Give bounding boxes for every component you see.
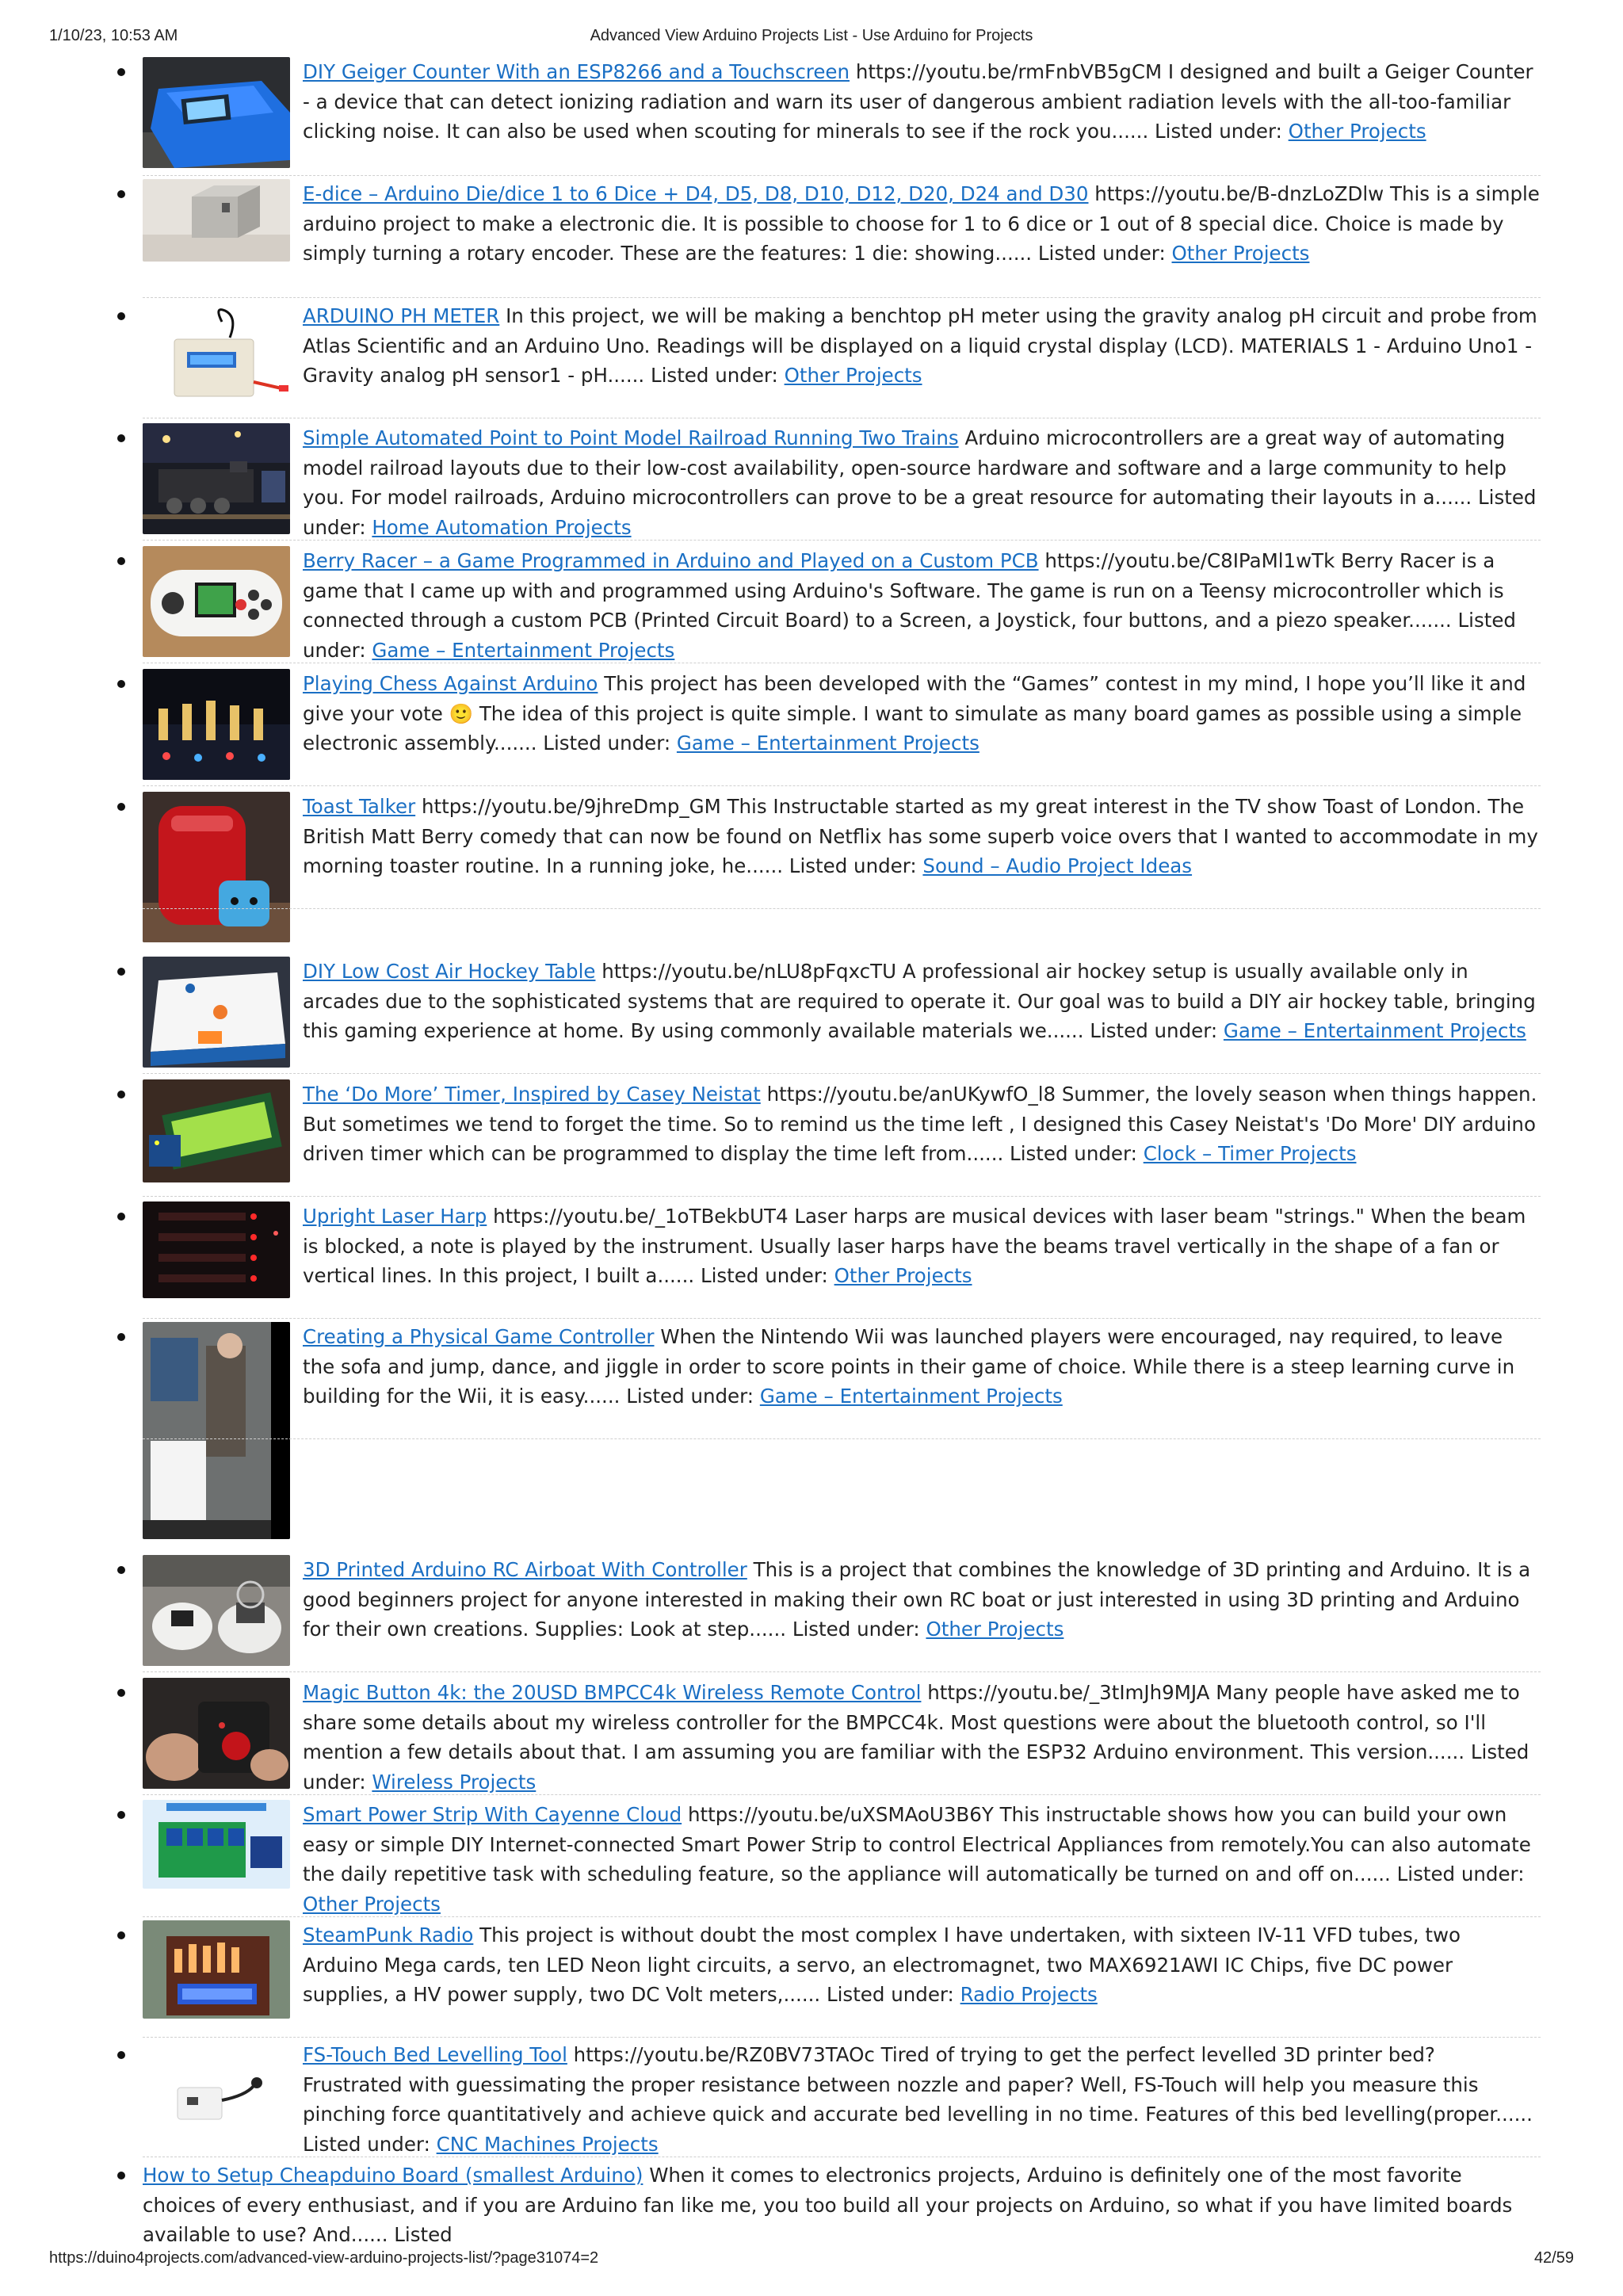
thumbnail-smart-power-strip[interactable] bbox=[143, 1800, 290, 1889]
print-header bbox=[0, 24, 1623, 55]
thumbnail-geiger-counter[interactable] bbox=[143, 57, 290, 168]
item-text bbox=[303, 57, 1541, 147]
category-link[interactable]: Other Projects bbox=[926, 1618, 1064, 1641]
category-link[interactable]: Clock – Timer Projects bbox=[1143, 1142, 1357, 1165]
item-text bbox=[143, 2160, 1541, 2250]
thumbnail-steampunk-radio[interactable] bbox=[143, 1920, 290, 2019]
item-text bbox=[303, 423, 1541, 542]
item-text bbox=[303, 1322, 1541, 1412]
item-text bbox=[303, 957, 1541, 1046]
item-description: https://youtu.be/anUKywfO_l8 Summer, the lovely season when things happen. But sometimes we tend to forget the time. So to remind us the time left , I designed this Casey Neistat's 'Do More' DIY arduino driven timer which can be programmed to display the time left from...... Listed under: bbox=[303, 1083, 1537, 1165]
item-description: Arduino microcontrollers are a great way of automating model railroad layouts due to their low-cost availability, open-source hardware and software and a large community to help you. For model railroads, Arduino microcontrollers can prove to be a great resource for automating their layouts in a...... Listed under: bbox=[303, 426, 1537, 539]
list-item bbox=[143, 2040, 1541, 2157]
project-title-link[interactable]: Playing Chess Against Arduino bbox=[303, 672, 598, 695]
list-item bbox=[143, 1920, 1541, 2038]
project-title-link[interactable]: Creating a Physical Game Controller bbox=[303, 1325, 655, 1348]
item-text bbox=[303, 1555, 1541, 1645]
category-link[interactable]: Other Projects bbox=[834, 1264, 972, 1287]
item-description: https://youtu.be/_3tImJh9MJA Many people have asked me to share some details about my wireless controller for the BMPCC4k. Most questions were about the bluetooth control, so I'll mention a few details about that. I am assuming you are familiar with the ESP32 Arduino environment. This version...... Listed under: bbox=[303, 1681, 1529, 1794]
category-link[interactable]: Wireless Projects bbox=[372, 1770, 537, 1794]
item-text bbox=[303, 1201, 1541, 1291]
thumbnail-magic-button[interactable] bbox=[143, 1678, 290, 1789]
item-description: https://youtu.be/nLU8pFqxcTU A professional air hockey setup is usually available only in arcades due to the sophisticated systems that are required to operate it. Our goal was to build a DIY air hockey table, bringing this gaming experience at home. By using commonly available materials we...... Listed under: bbox=[303, 960, 1536, 1042]
category-link[interactable]: Radio Projects bbox=[960, 1983, 1098, 2006]
list-item bbox=[143, 57, 1541, 176]
print-datetime: 1/10/23, 10:53 AM bbox=[49, 27, 178, 44]
thumbnail-game-controller[interactable] bbox=[143, 1322, 290, 1539]
print-footer bbox=[0, 2249, 1623, 2281]
item-description: This is a project that combines the knowledge of 3D printing and Arduino. It is a good beginners project for anyone interested in making their own RC boat or just interested in using 3D printing and Arduino for their own creations. Supplies: Look at step...... Listed under: bbox=[303, 1558, 1531, 1641]
project-title-link[interactable]: SteamPunk Radio bbox=[303, 1924, 474, 1946]
category-link[interactable]: Other Projects bbox=[784, 364, 922, 387]
item-text bbox=[303, 301, 1541, 391]
thumbnail-model-railroad[interactable] bbox=[143, 423, 290, 534]
item-description: When the Nintendo Wii was launched players were encouraged, nay required, to leave the sofa and jump, dance, and jiggle in order to score points in their game of choice. While there is a steep learning curve in building for the Wii, it is easy...... Listed under: bbox=[303, 1325, 1515, 1408]
item-text bbox=[303, 179, 1541, 269]
item-text bbox=[303, 2040, 1541, 2159]
item-description: https://youtu.be/_1oTBekbUT4 Laser harps are musical devices with laser beam "strings." When the beam is blocked, a note is played by the instrument. Usually laser harps have the beams travel vertically in the shape of a fan or vertical lines. In this project, I built a...... Listed under: bbox=[303, 1205, 1526, 1287]
project-title-link[interactable]: E-dice – Arduino Die/dice 1 to 6 Dice + D4, D5, D8, D10, D12, D20, D24 and D30 bbox=[303, 182, 1089, 205]
project-title-link[interactable]: ARDUINO PH METER bbox=[303, 304, 500, 327]
item-description: https://youtu.be/RZ0BV73TAOc Tired of trying to get the perfect levelled 3D printer bed? Frustrated with guessimating the proper resistance between nozzle and paper? Well, FS-Touch will help you measure this pinching force quantitatively and achieve quick and accurate bed levelling in no time. Features of this bed levelling(proper...... Listed under: bbox=[303, 2043, 1533, 2156]
print-url: https://duino4projects.com/advanced-view-arduino-projects-list/?page31074=2 bbox=[49, 2249, 599, 2267]
item-text bbox=[303, 792, 1541, 881]
item-description: https://youtu.be/rmFnbVB5gCM I designed and built a Geiger Counter - a device that can detect ionizing radiation and warn its user of dangerous ambient radiation levels with the all-too-familiar clicking noise. It can also be used when scouting for minerals to see if the rock you...... Listed under: bbox=[303, 60, 1533, 143]
thumbnail-berry-racer[interactable] bbox=[143, 546, 290, 657]
project-title-link[interactable]: 3D Printed Arduino RC Airboat With Controller bbox=[303, 1558, 747, 1581]
item-description: https://youtu.be/9jhreDmp_GM This Instructable started as my great interest in the TV show Toast of London. The British Matt Berry comedy that can now be found on Netflix has some superb voice overs that I wanted to accommodate in my morning toaster routine. In a running joke, he...... Listed under: bbox=[303, 795, 1538, 877]
list-item bbox=[143, 1079, 1541, 1197]
thumbnail-chess[interactable] bbox=[143, 669, 290, 780]
list-item bbox=[143, 179, 1541, 298]
thumbnail-do-more-timer[interactable] bbox=[143, 1079, 290, 1182]
print-page-number: 42/59 bbox=[1533, 2249, 1574, 2267]
item-description: https://youtu.be/C8IPaMl1wTk Berry Racer is a game that I came up with and programmed using Arduino's Software. The game is run on a Teensy microcontroller which is connected through a custom PCB (Printed Circuit Board) to a Screen, a Joystick, four buttons, and a piezo speaker....... Listed under: bbox=[303, 549, 1516, 662]
print-page-title: Advanced View Arduino Projects List - Use Arduino for Projects bbox=[590, 27, 1033, 44]
item-description: https://youtu.be/B-dnzLoZDlw This is a simple arduino project to make a electronic die. It is possible to choose for 1 to 6 dice or 1 out of 8 special dice. Choice is made by simply turning a rotary encoder. These are the features: 1 die: showing...... Listed under: bbox=[303, 182, 1540, 265]
list-item bbox=[143, 1800, 1541, 1917]
category-link[interactable]: Other Projects bbox=[1171, 242, 1310, 265]
category-link[interactable]: Game – Entertainment Projects bbox=[1223, 1019, 1526, 1042]
project-title-link[interactable]: Smart Power Strip With Cayenne Cloud bbox=[303, 1803, 682, 1826]
list-item bbox=[143, 301, 1541, 418]
thumbnail-toast-talker[interactable] bbox=[143, 792, 290, 942]
project-title-link[interactable]: DIY Low Cost Air Hockey Table bbox=[303, 960, 596, 983]
thumbnail-air-hockey[interactable] bbox=[143, 957, 290, 1068]
item-text bbox=[303, 669, 1541, 758]
project-title-link[interactable]: Magic Button 4k: the 20USD BMPCC4k Wireless Remote Control bbox=[303, 1681, 922, 1704]
item-text bbox=[303, 1800, 1541, 1919]
item-description: When it comes to electronics projects, Arduino is definitely one of the most favorite choices of every enthusiast, and if you are Arduino fan like me, you too build all your projects on Arduino, so what if you have limited boards available to use? And...... Listed bbox=[143, 2164, 1513, 2246]
project-title-link[interactable]: FS-Touch Bed Levelling Tool bbox=[303, 2043, 567, 2066]
thumbnail-rc-airboat[interactable] bbox=[143, 1555, 290, 1666]
category-link[interactable]: Sound – Audio Project Ideas bbox=[922, 854, 1193, 877]
item-description: This project is without doubt the most complex I have undertaken, with sixteen IV-11 VFD tubes, two Arduino Mega cards, ten LED Neon light circuits, a servo, an electromagnet, two MAX6921AWI IC Chips, five DC power supplies, a HV power supply, two DC Volt meters,...... Listed under: bbox=[303, 1924, 1461, 2006]
list-item bbox=[143, 792, 1541, 909]
item-text bbox=[303, 546, 1541, 665]
list-item bbox=[143, 957, 1541, 1074]
category-link[interactable]: Other Projects bbox=[303, 1892, 441, 1916]
list-item bbox=[143, 1678, 1541, 1795]
thumbnail-laser-harp[interactable] bbox=[143, 1201, 290, 1298]
list-item bbox=[143, 546, 1541, 663]
category-link[interactable]: Game – Entertainment Projects bbox=[676, 732, 980, 755]
project-title-link[interactable]: Berry Racer – a Game Programmed in Arduino and Played on a Custom PCB bbox=[303, 549, 1039, 572]
project-title-link[interactable]: DIY Geiger Counter With an ESP8266 and a Touchscreen bbox=[303, 60, 850, 83]
category-link[interactable]: Game – Entertainment Projects bbox=[372, 638, 675, 662]
list-item bbox=[143, 2160, 1541, 2246]
list-item bbox=[143, 669, 1541, 786]
thumbnail-fs-touch[interactable] bbox=[143, 2045, 290, 2148]
item-description: https://youtu.be/uXSMAoU3B6Y This instructable shows how you can build your own easy or simple DIY Internet-connected Smart Power Strip to control Electrical Appliances from remotely.You can also automate the daily repetitive task with scheduling feature, so the appliance will automatically be turned on and off on...... Listed under: bbox=[303, 1803, 1531, 1885]
list-item bbox=[143, 423, 1541, 541]
project-title-link[interactable]: Upright Laser Harp bbox=[303, 1205, 487, 1228]
category-link[interactable]: Home Automation Projects bbox=[372, 515, 632, 539]
project-title-link[interactable]: Toast Talker bbox=[303, 795, 416, 818]
list-item bbox=[143, 1201, 1541, 1319]
item-description: In this project, we will be making a benchtop pH meter using the gravity analog pH circuit and probe from Atlas Scientific and an Arduino Uno. Readings will be displayed on a liquid crystal display (LCD). MATERIALS 1 - Arduino Uno1 - Gravity analog pH sensor1 - pH...... Listed under: bbox=[303, 304, 1537, 387]
project-title-link[interactable]: The ‘Do More’ Timer, Inspired by Casey Neistat bbox=[303, 1083, 761, 1106]
item-text bbox=[303, 1079, 1541, 1169]
thumbnail-ph-meter[interactable] bbox=[143, 306, 290, 409]
category-link[interactable]: Other Projects bbox=[1288, 120, 1426, 143]
category-link[interactable]: CNC Machines Projects bbox=[436, 2132, 659, 2156]
thumbnail-e-dice[interactable] bbox=[143, 179, 290, 262]
item-text bbox=[303, 1920, 1541, 2010]
list-item bbox=[143, 1555, 1541, 1672]
project-title-link[interactable]: How to Setup Cheapduino Board (smallest Arduino) bbox=[143, 2164, 643, 2187]
project-title-link[interactable]: Simple Automated Point to Point Model Railroad Running Two Trains bbox=[303, 426, 959, 449]
item-description: This project has been developed with the “Games” contest in my mind, I hope you’ll like it and give your vote 🙂 The idea of this project is quite simple. I want to simulate as many board games as possible using a simple electronic assembly....... Listed under: bbox=[303, 672, 1526, 755]
list-item bbox=[143, 1322, 1541, 1439]
item-text bbox=[303, 1678, 1541, 1797]
category-link[interactable]: Game – Entertainment Projects bbox=[759, 1385, 1063, 1408]
